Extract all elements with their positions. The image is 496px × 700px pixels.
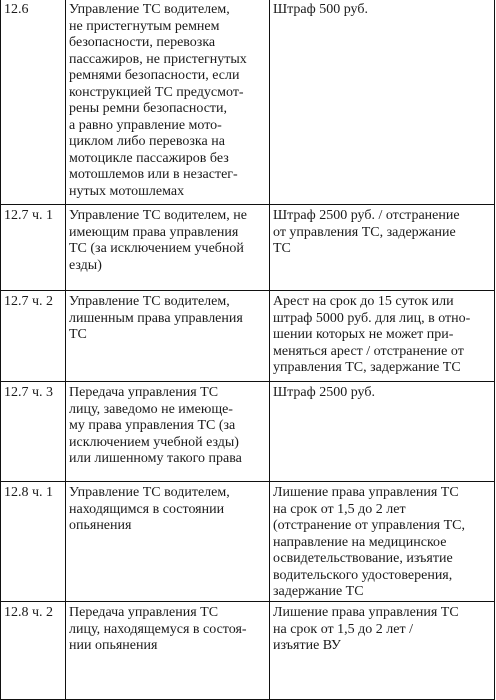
offense-line: Управление ТС водителем,	[69, 485, 230, 500]
offense-line: Управление ТС водителем,	[69, 2, 230, 17]
penalty-line: Лишение права управления ТС	[273, 605, 459, 620]
penalty-line: на срок от 1,5 до 2 лет /	[273, 621, 413, 637]
offense-line: опьянения	[69, 518, 132, 533]
offense-line: находящимся в состоянии	[69, 501, 225, 517]
table-row	[1, 205, 495, 291]
offense-cell	[66, 0, 270, 205]
article-cell	[1, 382, 66, 482]
offense-line: ТС (за исключением учебной	[69, 241, 244, 256]
penalty-line: управления ТС, задержание ТС	[273, 360, 461, 375]
offense-line: Передача управления ТС	[69, 605, 219, 620]
offense-line: лишенным права управления	[69, 310, 243, 326]
penalty-cell	[270, 602, 495, 700]
penalty-line: ТС	[273, 241, 291, 256]
article-cell	[1, 291, 66, 382]
offense-line: езды)	[69, 257, 102, 273]
table-row	[1, 291, 495, 382]
offense-cell	[66, 482, 270, 602]
penalty-cell	[270, 205, 495, 291]
offense-line: му права управления ТС (за	[69, 418, 236, 433]
article-number: 12.7 ч. 3	[4, 385, 54, 400]
penalty-line: Лишение права управления ТС	[273, 485, 459, 500]
penalty-cell	[270, 291, 495, 382]
offense-line: нутых мотошлемах	[69, 183, 185, 199]
article-number: 12.8 ч. 2	[4, 605, 54, 620]
offense-line: пассажиров, не пристегнутых	[69, 51, 247, 67]
offense-cell	[66, 205, 270, 291]
offense-line: нии опьянения	[69, 638, 158, 653]
offense-line: лицу, находящемуся в состоя-	[69, 621, 247, 637]
offense-line: или лишенному такого права	[69, 451, 242, 466]
fines-table-body	[1, 0, 495, 700]
offense-line: имеющим права управления	[69, 224, 239, 240]
offense-line: Передача управления ТС	[69, 385, 219, 400]
article-cell	[1, 0, 66, 205]
article-number: 12.6	[4, 2, 29, 17]
offense-line: а равно управление мото-	[69, 117, 222, 133]
penalty-line: на срок от 1,5 до 2 лет	[273, 501, 406, 517]
penalty-line: меняться арест / отстранение от	[273, 343, 464, 359]
penalty-line: освидетельствование, изъятие	[273, 551, 453, 566]
penalty-line: штраф 5000 руб. для лиц, в отно-	[273, 310, 471, 326]
penalty-cell	[270, 482, 495, 602]
offense-line: ТС	[69, 327, 87, 342]
penalty-line: от управления ТС, задержание	[273, 224, 456, 240]
penalty-cell	[270, 382, 495, 482]
offense-cell	[66, 602, 270, 700]
penalty-line: изъятие ВУ	[273, 638, 341, 653]
table-row	[1, 602, 495, 700]
penalty-line: шении которых не может при-	[273, 327, 454, 342]
article-number: 12.7 ч. 1	[4, 208, 54, 223]
penalty-line: задержание ТС	[273, 584, 364, 599]
article-cell	[1, 205, 66, 291]
penalty-line: направление на медицинское	[273, 534, 447, 550]
table-row	[1, 0, 495, 205]
offense-line: циклом либо перевозка на	[69, 134, 225, 149]
offense-line: мотошлемов или в незастег-	[69, 167, 238, 182]
penalty-line: (отстранение от управления ТС,	[273, 518, 465, 533]
article-cell	[1, 482, 66, 602]
offense-line: безопасности, перевозка	[69, 35, 216, 50]
offense-line: конструкцией ТС предусмот-	[69, 84, 244, 100]
penalty-line: Арест на срок до 15 суток или	[273, 294, 454, 309]
offense-line: исключением учебной езды)	[69, 434, 239, 450]
offense-cell	[66, 291, 270, 382]
offense-line: рены ремни безопасности,	[69, 101, 228, 116]
table-row	[1, 482, 495, 602]
penalty-line: Штраф 2500 руб. / отстранение	[273, 208, 460, 223]
article-number: 12.7 ч. 2	[4, 294, 54, 309]
offense-line: не пристегнутым ремнем	[69, 18, 220, 34]
offense-line: ремнями безопасности, если	[69, 68, 240, 83]
offense-line: Управление ТС водителем, не	[69, 208, 247, 223]
offense-line: мотоцикле пассажиров без	[69, 150, 229, 166]
offense-line: Управление ТС водителем,	[69, 294, 230, 309]
offense-cell	[66, 382, 270, 482]
penalty-line: водительского удостоверения,	[273, 567, 453, 583]
article-number: 12.8 ч. 1	[4, 485, 54, 500]
penalty-cell	[270, 0, 495, 205]
table-row	[1, 382, 495, 482]
penalty-line: Штраф 500 руб.	[273, 2, 368, 17]
penalty-line: Штраф 2500 руб.	[273, 385, 375, 400]
offense-line: лицу, заведомо не имеюще-	[69, 401, 233, 417]
article-cell	[1, 602, 66, 700]
